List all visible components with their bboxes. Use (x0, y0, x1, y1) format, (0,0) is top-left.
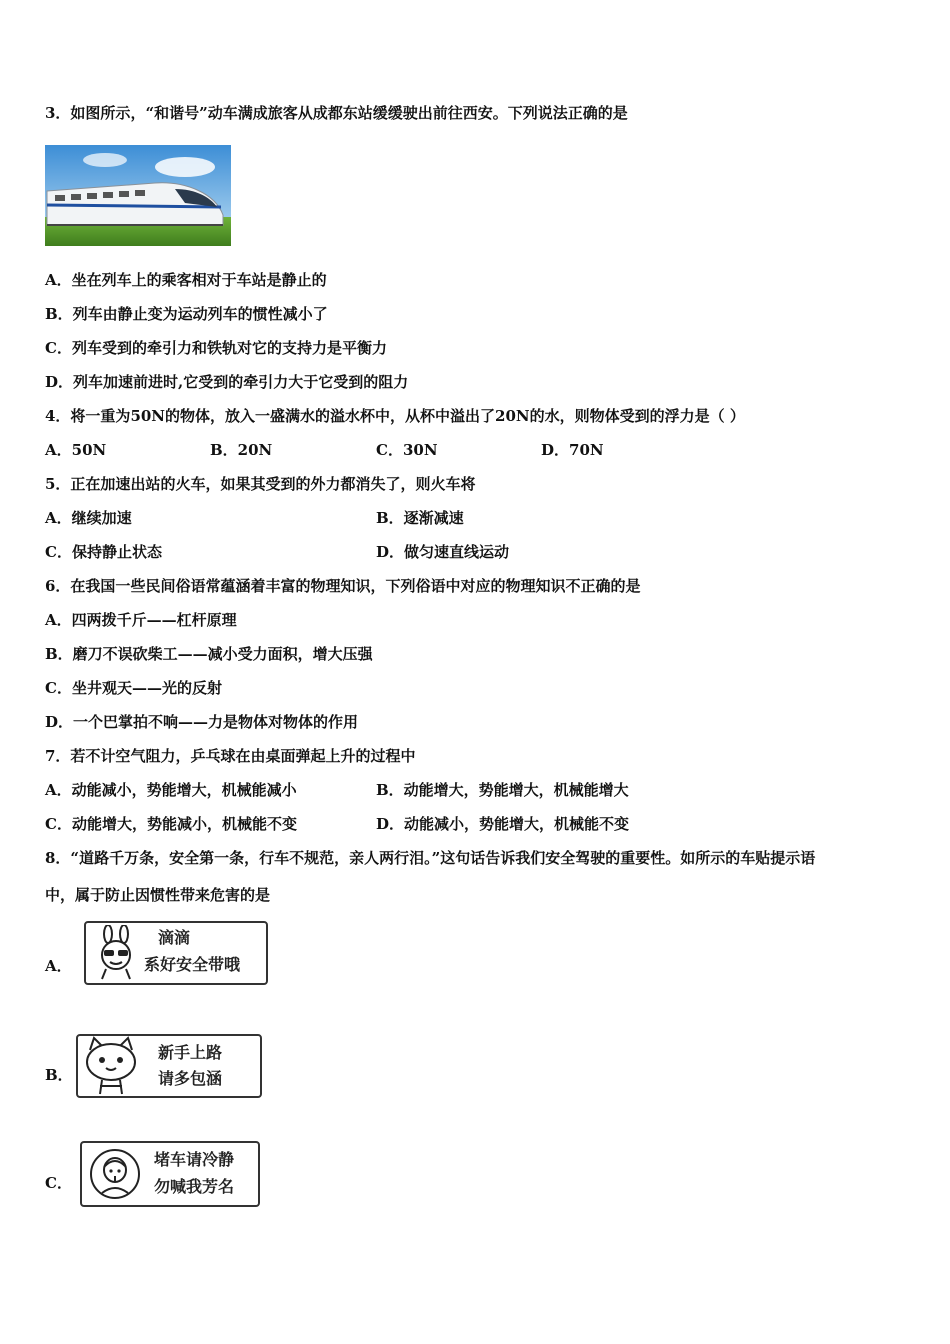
q3-option-d: D．列车加速前进时,它受到的牵引力大于它受到的阻力 (45, 373, 409, 391)
q3-option-c: C．列车受到的牵引力和铁轨对它的支持力是平衡力 (45, 339, 387, 357)
q6-stem: 6．在我国一些民间俗语常蕴涵着丰富的物理知识，下列俗语中对应的物理知识不正确的是 (45, 577, 641, 595)
q3-option-b: B．列车由静止变为运动列车的惯性减小了 (45, 305, 328, 323)
q3-stem: 3．如图所示，“和谐号”动车满成旅客从成都东站缓缓驶出前往西安。下列说法正确的是 (45, 104, 628, 122)
q4-stem: 4．将一重为50N的物体，放入一盛满水的溢水杯中，从杯中溢出了20N的水，则物体受到的浮力是（ ） (45, 407, 745, 425)
q8-option-b-label: B． (45, 1066, 73, 1084)
q5-option-a: A．继续加速 (45, 509, 132, 527)
q8-stem-line1: 8．“道路千万条，安全第一条，行车不规范，亲人两行泪。”这句话告诉我们安全驾驶的重要性。如所示的车贴提示语 (45, 849, 816, 867)
q4-option-a: A．50N (45, 441, 107, 459)
q8-option-a-sticker (84, 921, 268, 985)
q8-option-a-line1: 滴滴 (158, 928, 191, 947)
q8-option-b-line2: 请多包涵 (158, 1069, 223, 1088)
q8-option-a-label: A． (45, 957, 72, 975)
cartoon-cat-face-icon (80, 1036, 142, 1096)
q8-option-c-sticker (80, 1141, 260, 1207)
cartoon-rabbit-sunglasses-icon (90, 925, 146, 981)
q8-option-b-line1: 新手上路 (158, 1043, 223, 1062)
q5-stem: 5．正在加速出站的火车，如果其受到的外力都消失了，则火车将 (45, 475, 476, 493)
q8-option-c-line1: 堵车请冷静 (154, 1150, 235, 1169)
q8-option-a-line2: 系好安全带哦 (144, 955, 241, 974)
q5-option-c: C．保持静止状态 (45, 543, 162, 561)
q7-option-a: A．动能减小，势能增大，机械能减小 (45, 781, 297, 799)
q4-option-d: D．70N (541, 441, 604, 459)
q6-option-b: B．磨刀不误砍柴工——减小受力面积，增大压强 (45, 645, 373, 663)
q5-option-d: D．做匀速直线运动 (376, 543, 510, 561)
q4-option-b: B．20N (210, 441, 273, 459)
q8-stem-line2: 中，属于防止因惯性带来危害的是 (45, 886, 271, 904)
q5-option-b: B．逐渐减速 (376, 509, 464, 527)
q6-option-d: D．一个巴掌拍不响——力是物体对物体的作用 (45, 713, 359, 731)
q6-option-c: C．坐井观天——光的反射 (45, 679, 222, 697)
q6-option-a: A．四两拨千斤——杠杆原理 (45, 611, 237, 629)
q7-option-c: C．动能增大，势能减小，机械能不变 (45, 815, 297, 833)
q7-stem: 7．若不计空气阻力，乒乓球在由桌面弹起上升的过程中 (45, 747, 416, 765)
q8-option-c-label: C． (45, 1174, 72, 1192)
high-speed-train-photo (45, 145, 231, 246)
q7-option-b: B．动能增大，势能增大，机械能增大 (376, 781, 629, 799)
q4-option-c: C．30N (376, 441, 438, 459)
q8-option-b-sticker (76, 1034, 262, 1098)
q8-option-c-line2: 勿喊我芳名 (154, 1177, 235, 1196)
q3-option-a: A．坐在列车上的乘客相对于车站是静止的 (45, 271, 327, 289)
q7-option-d: D．动能减小，势能增大，机械能不变 (376, 815, 630, 833)
cartoon-person-circle-icon (88, 1147, 142, 1201)
